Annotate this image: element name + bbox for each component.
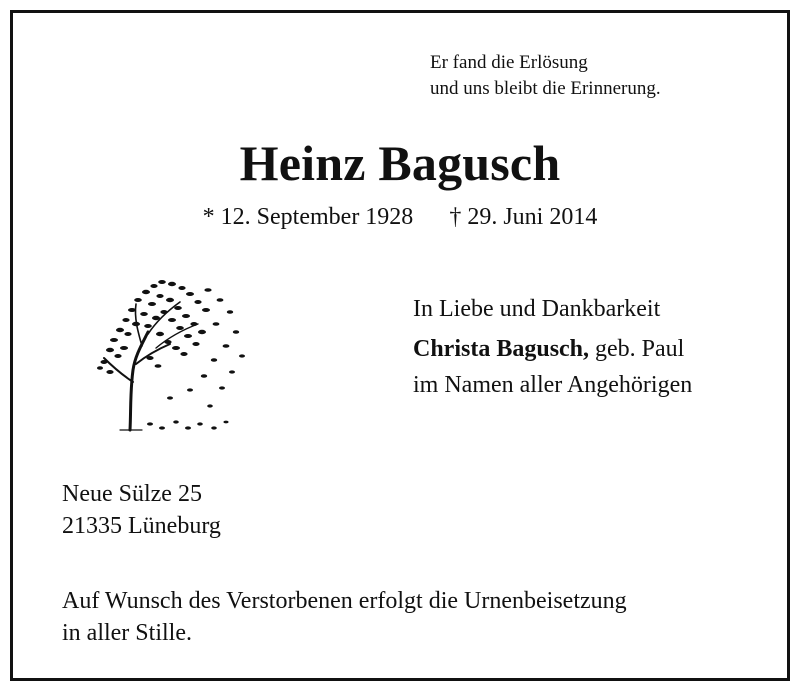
deceased-name: Heinz Bagusch [239,135,561,191]
address-street: Neue Sülze 25 [62,481,202,507]
motto-line-1: Er fand die Erlösung [430,52,588,73]
motto-line-2: und uns bleibt die Erinnerung. [430,78,661,99]
motto-quote [430,50,661,102]
mourners-intro: In Liebe und Dankbarkeit [413,296,661,322]
burial-notice-line-1: Auf Wunsch des Verstorbenen erfolgt die Urnenbeisetzung [62,588,627,614]
mourners-name-line [413,331,692,367]
birth-date: * 12. September 1928 [202,204,414,230]
mourners-block [413,291,692,403]
life-dates [0,200,800,234]
mourner-name: Christa Bagusch, [413,336,590,362]
death-date: † 29. Juni 2014 [449,204,598,230]
mourners-family-line: im Namen aller Angehörigen [413,372,693,398]
burial-notice [62,585,627,649]
address-block [62,478,221,542]
address-city: 21335 Lüneburg [62,513,221,539]
burial-notice-line-2: in aller Stille. [62,620,192,646]
tree-windblown-icon [90,272,260,437]
mourner-maiden-name: geb. Paul [589,336,685,362]
